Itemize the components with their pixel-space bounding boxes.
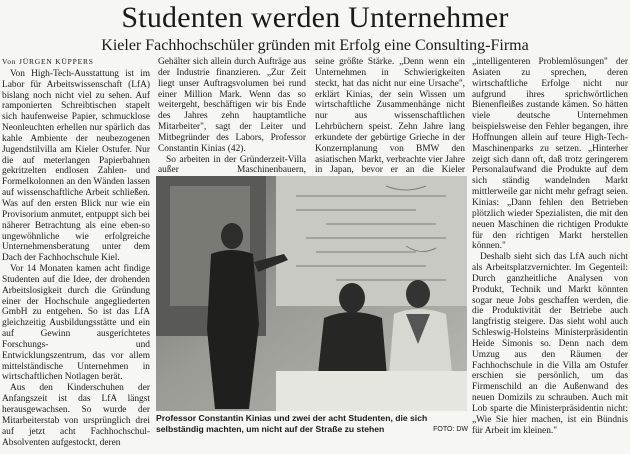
paragraph: seine größte Stärke. „Denn wenn ein Unternehmen in Schwierigkeiten steckt, hat das nicht nur eine Ursache", erklärt Kinias, der sein Wissen um wirtschaftliche Zusammenhänge nicht nur aus wissenschaftlichen Lehrbüchern speist. Zehn Jahre lang erkundete der gebürtige Grieche in der Konzernplanung von BMW den asiatischen Markt, verbrachte vier Jahre in Japan, bevor er an die Kieler: [315, 57, 465, 176]
paragraph: „intelligenteren Problemlösungen" der Asiaten zu sprechen, deren wirtschaftliche Erfolge nicht nur aufgrund ihres sprichwörtlichen Bienenfleißes zustande kämen. So hätten viele deutsche Unternehmen beispielsweise den Fehler begangen, ihre Hoffnungen allein auf teure High-Tech-Maschinenparks zu setzen. „Hinterher zeigt sich dann oft, daß trotz geringerem Personalaufwand die Produkte auf dem sich ständig wandelnden Markt mittlerweile gar nicht mehr gefragt seien. Kinias: „Dann fehlen den Betrieben plötzlich wieder Spezialisten, die mit den neuen Maschinen die richtigen Produkte für den richtigen Markt herstellen können.": [472, 57, 628, 252]
paragraph: So arbeiten in der Gründerzeit-Villa außer Maschinenbauern,: [158, 154, 306, 176]
photo-credit: FOTO: DW: [433, 425, 468, 433]
article-photo: [156, 176, 467, 411]
text-column-1: [2, 57, 150, 452]
paragraph: Gehälter sich allein durch Aufträge aus der Industrie finanzieren. „Zur Zeit liegt unser Auftragsvolumen bei rund einer Million Mark. Wenn das so weitergeht, beschäftigen wir bis Ende des Jahres zehn hauptamtliche Mitarbeiter", sagt der Leiter und Mitbegründer des Labors, Professor Constantin Kinias (42).: [158, 57, 306, 154]
paragraph: Aus den Kinderschuhen der Anfangszeit ist das LfA längst herausgewachsen. So wurde der Mitarbeiterstab von ursprünglich drei auf jetzt acht Fachhochschul-Absolventen aufgestockt, deren: [2, 383, 150, 448]
text-column-2: [158, 57, 306, 176]
text-column-3: [315, 57, 465, 176]
photo-illustration: [156, 176, 467, 411]
paragraph: Vor 14 Monaten kamen acht findige Studenten auf die Idee, der drohenden Arbeitslosigkeit durch die Gründung einer der Hochschule angegliederten GmbH zu entgehen. So ist das LfA gleichzeitig Ausbildungsstätte und ein auf Gewinn ausgerichtetes Forschungs- und Entwicklungszentrum, das vor allem mittelständische Unternehmen in wirtschaftlichen Notlagen berät.: [2, 264, 150, 383]
caption-text: Professor Constantin Kinias und zwei der acht Studenten, die sich selbständig machten, um nicht auf der Straße zu stehen: [156, 413, 428, 434]
byline: Von JÜRGEN KÜPPERS: [2, 57, 94, 66]
photo-caption: [156, 413, 468, 435]
text-column-4: [472, 57, 628, 452]
article-headline: Studenten werden Unternehmer: [121, 1, 509, 34]
paragraph: Von High-Tech-Ausstattung ist im Labor für Arbeitswissenschaft (LfA) bislang noch nicht viel zu sehen. Auf ramponierten Schreibtischen stapelt sich haufenweise Papier, schmucklose Neonleuchten erhellen nur spärlich das kahle Ambiente der neubezogenen Jugendstilvilla am Kieler Ostufer. Nur die auf meterlangen Papierbahnen gekritzelten endlosen Zahlen- und Formelkolonnen an den Wänden lassen auf wissenschaftliche Arbeit schließen. Was auf den ersten Blick nur wie ein Provisorium anmutet, entpuppt sich bei näherer Betrachtung als eine eben-so ungewöhnliche wie erfolgreiche Unternehmensberatung unter dem Dach der Fachhochschule Kiel.: [2, 68, 150, 264]
article-subheadline: Kieler Fachhochschüler gründen mit Erfolg eine Consulting-Firma: [101, 37, 529, 54]
paragraph: Deshalb sieht sich das LfA auch nicht als Arbeitsplatzvernichter. Im Gegenteil: Durch ganzheitliche Analysen von Produkt, Technik und Markt könnten sogar neue Jobs geschaffen werden, die die Produktivität der Betriebe auch langfristig steigere. Das sieht wohl auch Schleswig-Holsteins Ministerpräsidentin Heide Simonis so. Denn nach dem Umzug aus den Räumen der Fachhochschule in die Villa am Ostufer erschien sie persönlich, um das Firmenschild an die Außenwand des neuen Domizils zu schrauben. Auch mit Lob sparte die Ministerpräsidentin nicht: „Wie Sie hier machen, ist ein Bündnis für Arbeit im kleinen.": [472, 252, 628, 436]
